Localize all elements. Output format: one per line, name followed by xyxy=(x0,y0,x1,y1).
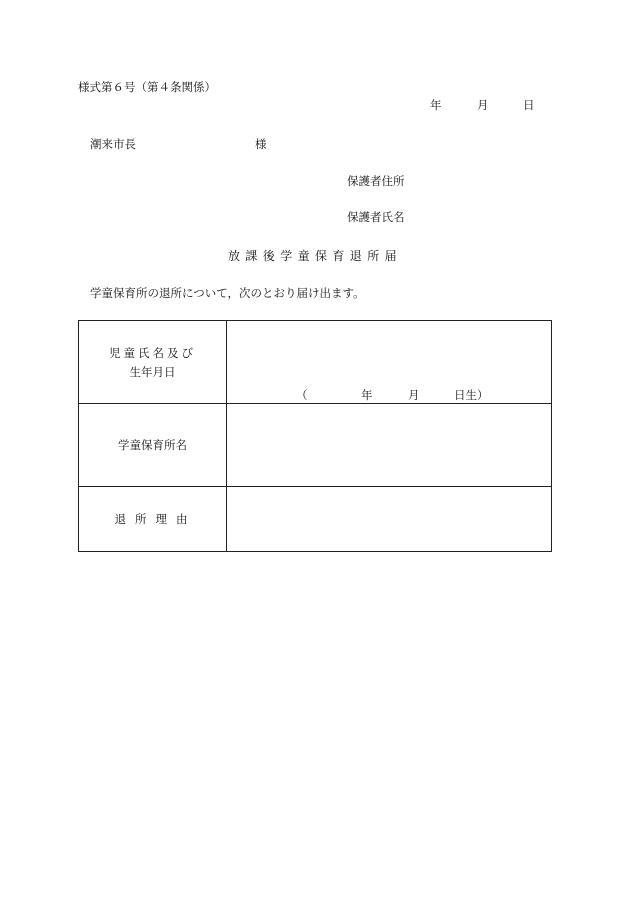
date-year-label: 年 xyxy=(430,98,442,112)
birth-open-paren: （ xyxy=(296,388,308,402)
birthdate-label: 生年月日 xyxy=(129,364,176,379)
document-title: 放課後学童保育退所届 xyxy=(228,249,403,263)
birth-year-label: 年 xyxy=(361,388,373,402)
child-name-birthdate-label-cell xyxy=(79,321,227,404)
birth-month-label: 月 xyxy=(408,388,420,402)
facility-name-label: 学童保育所名 xyxy=(79,404,227,487)
withdrawal-reason-label: 退所理由 xyxy=(79,487,227,552)
facility-name-field[interactable] xyxy=(227,404,552,487)
date-month-label: 月 xyxy=(477,98,489,112)
table-row xyxy=(79,404,552,487)
child-name-birthdate-field[interactable] xyxy=(227,321,552,404)
withdrawal-reason-field[interactable] xyxy=(227,487,552,552)
guardian-address-label: 保護者住所 xyxy=(347,174,405,188)
intro-text: 学童保育所の退所について，次のとおり届け出ます。 xyxy=(90,286,365,300)
withdrawal-form-table xyxy=(78,320,552,552)
date-day-label: 日 xyxy=(523,98,535,112)
birth-day-label: 日生） xyxy=(454,388,489,402)
form-number: 様式第６号（第４条関係） xyxy=(78,80,216,94)
addressee-honorific: 様 xyxy=(255,137,267,151)
guardian-name-label: 保護者氏名 xyxy=(347,210,405,224)
table-row xyxy=(79,487,552,552)
table-row xyxy=(79,321,552,404)
addressee-name: 潮来市長 xyxy=(90,137,136,151)
child-name-label: 児童氏名及び xyxy=(109,345,196,360)
